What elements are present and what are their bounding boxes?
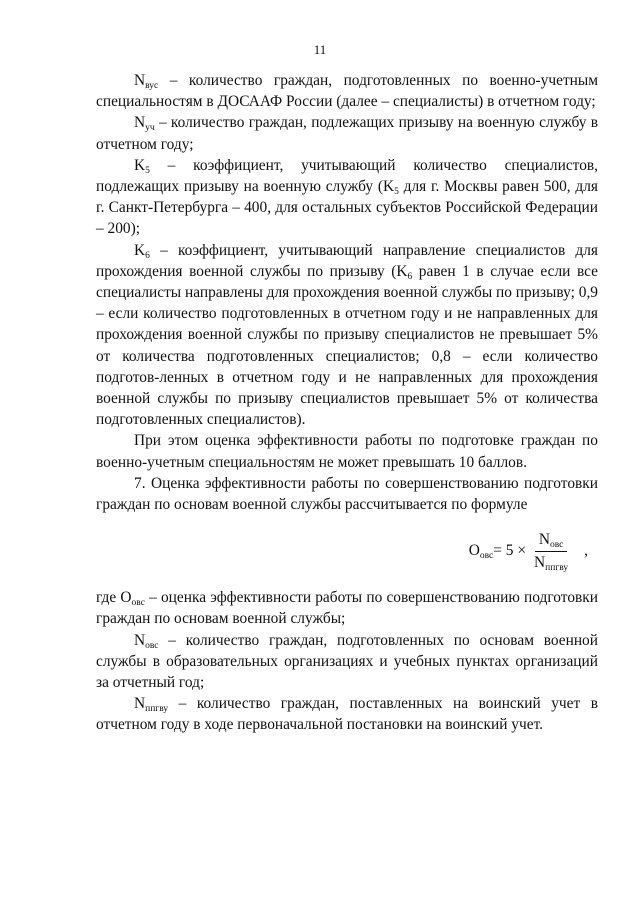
paragraph-item-7: 7. Оценка эффективности работы по совершенствованию подготовки граждан по основам военной службы рассчитывается по формуле — [96, 474, 598, 514]
formula-coefficient: = 5 × — [493, 542, 527, 560]
formula-denominator: $N_{ппгву}$ — [534, 553, 569, 573]
formula-lhs: $O_{овс}$ — [468, 542, 494, 562]
paragraph-n-uch: $N_{уч}$ – количество граждан, подлежащих призыву на военную службу в отчетном году; — [96, 114, 598, 153]
paragraph-o-ovs: где $O_{овс}$ – оценка эффективности работы по совершенствованию подготовки граждан по основам военной службы; — [96, 589, 598, 628]
formula-numerator: $N_{овс}$ — [535, 531, 568, 552]
paragraph-n-vus: $N_{вус}$ – количество граждан, подготовленных по военно-учетным специальностям в ДОСААФ России (далее – специалисты) в отчетном году; — [96, 72, 598, 111]
paragraph-estimate-limit: При этом оценка эффективности работы по подготовке граждан по военно-учетным специальностям не может превышать 10 баллов. — [96, 432, 598, 471]
page-number: 11 — [313, 42, 327, 57]
paragraph-n-ppgvu: $N_{ппгву}$ – количество граждан, поставленных на воинский учет в отчетном году в ходе первоначальной постановки на воинский учет. — [96, 695, 598, 734]
document-body — [96, 70, 598, 736]
paragraph-k5: $K_5$ – коэффициент, учитывающий количество специалистов, подлежащих призыву на военную службу ($K_5$ для г. Москвы равен 500, для г. Санкт-Петербурга – 400, для остальных субъектов Российской Федерации – 200); — [96, 156, 598, 238]
formula-fraction — [530, 531, 572, 572]
formula-trailing-comma: , — [584, 542, 588, 560]
paragraph-k6: $K_6$ – коэффициент, учитывающий направление специалистов для прохождения военной службы по призыву ($K_6$ равен 1 в случае если все специалисты направлены для прохождения военной службы по призыву; 0,9 – если количество подготовленных в отчетном году и не направленных для прохождения военной службы по призыву специалистов не превышает 5% от количества подготовленных специалистов; 0,8 – если количество подготов-ленных в отчетном году и не направленных для прохождения военной службы по призыву специалистов превышает 5% от количества подготовленных специалистов). — [96, 241, 598, 429]
formula-o-ovs — [96, 515, 598, 587]
paragraph-n-ovs: $N_{овс}$ – количество граждан, подготовленных по основам военной службы в образовательных организациях и учебных пунктах организаций за отчетный год; — [96, 631, 598, 692]
